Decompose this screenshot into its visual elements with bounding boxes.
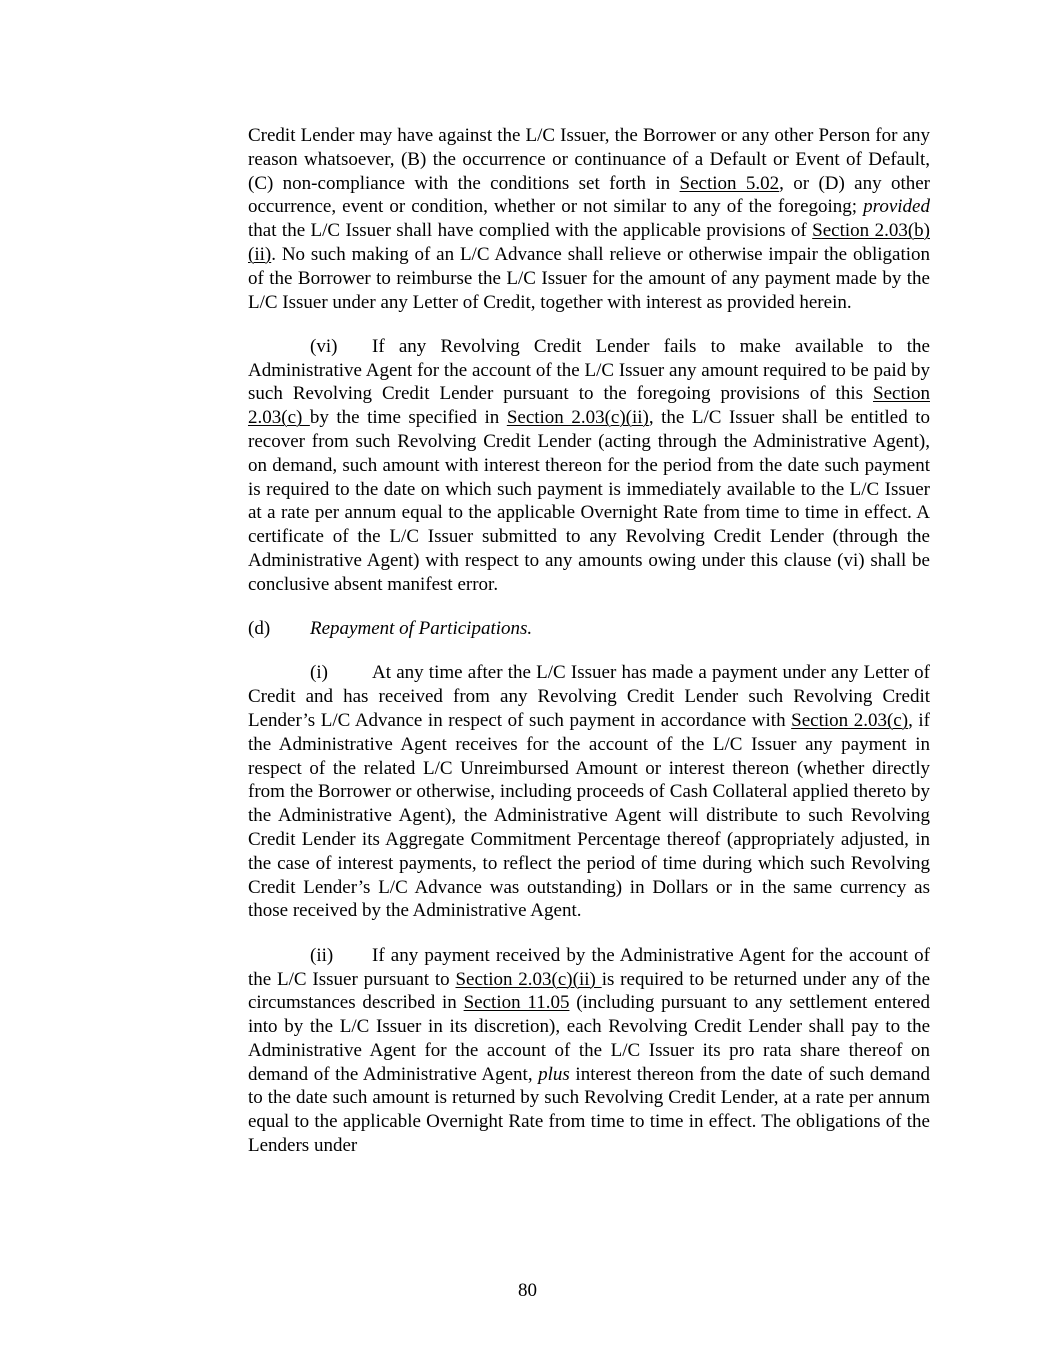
paragraph-text: interest thereon from the date of such demand to the date such amount is returned by such Revolving Credit Lender, at a rate per annum equal to the applicable Overnight Rate from time to time in effect. The obligations of the Lenders under (248, 1063, 930, 1157)
section-reference: Section 2.03(c)(ii) (506, 407, 649, 429)
paragraph-text: If any payment received by the Administrative Agent for the account of the L/C Issuer pursuant to (248, 944, 930, 990)
clause-number: (vi) (310, 335, 338, 357)
paragraph-text: Credit Lender may have against the L/C Issuer, the Borrower or any other Person for any reason whatsoever, (B) the occurrence or continuance of a Default or Event of Default, (C) non-compliance with the conditions set forth in (248, 125, 930, 194)
section-title: Repayment of Participations. (310, 618, 533, 640)
section-heading-d (248, 617, 930, 641)
paragraph-text: . No such making of an L/C Advance shall relieve or otherwise impair the obligation of the Borrower to reimburse the L/C Issuer for the amount of any payment made by the L/C Issuer under any Letter of Credit, together with interest as provided herein. (248, 243, 930, 313)
clause-ii (248, 944, 930, 1158)
clause-i (248, 661, 930, 923)
paragraph-text: , the L/C Issuer shall be entitled to recover from such Revolving Credit Lender (acting through the Administrative Agent), on demand, such amount with interest thereon for the period from the date such payment is required to the date on which such payment is immediately available to the L/C Issuer at a rate per annum equal to the applicable Overnight Rate from time to time in effect. A certificate of the L/C Issuer submitted to any Revolving Credit Lender (through the Administrative Agent) with respect to any amounts owing under this clause (vi) shall be conclusive absent manifest error. (248, 407, 930, 595)
paragraph-text: If any Revolving Credit Lender fails to make available to the Administrative Agent for the account of the L/C Issuer any amount required to be paid by such Revolving Credit Lender pursuant to the foregoing provisions of this (248, 335, 930, 405)
section-label: (d) (248, 618, 271, 640)
paragraph-text: (including pursuant to any settlement entered into by the L/C Issuer in its discretion), each Revolving Credit Lender shall pay to the Administrative Agent for the account of the L/C Issuer its pro rata share thereof on demand of the Administrative Agent, (248, 992, 930, 1085)
section-reference: Section 5.02 (679, 172, 780, 194)
emphasis-text: provided (863, 196, 930, 218)
page-number: 80 (518, 1280, 537, 1301)
clause-number: (i) (310, 662, 328, 684)
paragraph-text: that the L/C Issuer shall have complied with the applicable provisions of (248, 220, 813, 242)
section-reference: Section 11.05 (463, 992, 570, 1014)
document-page (248, 124, 930, 1158)
paragraph-text: At any time after the L/C Issuer has made a payment under any Letter of Credit and has received from any Revolving Credit Lender such Revolving Credit Lender’s L/C Advance in respect of such payment in accordance with (248, 662, 930, 732)
paragraph-continuation (248, 124, 930, 314)
clause-vi (248, 335, 930, 597)
paragraph-text: , or (D) any other occurrence, event or condition, whether or not similar to any of the foregoing; (248, 172, 930, 218)
emphasis-text: plus (538, 1063, 570, 1085)
paragraph-text: is required to be returned under any of the circumstances described in (248, 968, 931, 1014)
section-reference: Section 2.03(c) (791, 710, 909, 732)
section-reference: Section 2.03(c)(ii) (455, 968, 602, 990)
paragraph-text: , if the Administrative Agent receives for the account of the L/C Issuer any payment in respect of the related L/C Unreimbursed Amount or interest thereon (whether directly from the Borrower or otherwise, including proceeds of Cash Collateral applied thereto by the Administrative Agent), the Administrative Agent will distribute to such Revolving Credit Lender its Aggregate Commitment Percentage thereof (appropriately adjusted, in the case of interest payments, to reflect the period of time during which such Revolving Credit Lender’s L/C Advance was outstanding) in Dollars or in the same currency as those received by the Administrative Agent. (248, 710, 930, 922)
clause-number: (ii) (310, 944, 334, 966)
paragraph-text: by the time specified in (309, 407, 507, 429)
section-reference: Section 2.03(c) (248, 383, 930, 429)
section-reference: Section 2.03(b)(ii) (248, 220, 930, 265)
